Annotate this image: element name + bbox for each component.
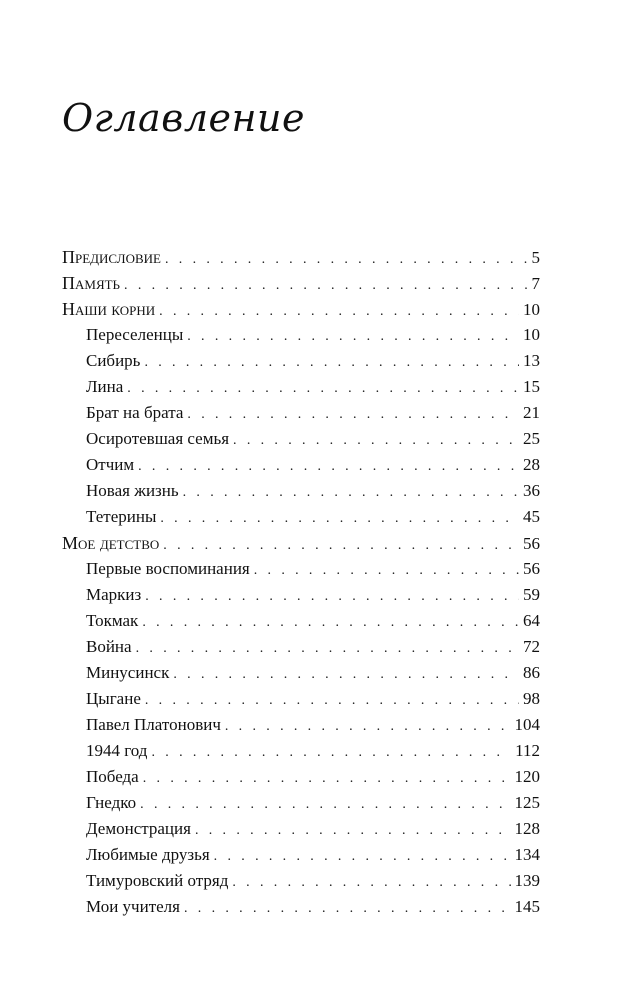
toc-page-number: 120 [514,767,540,786]
toc-entry-title: Война [86,637,132,656]
toc-page-number: 45 [523,507,540,526]
toc-section-entry[interactable] [62,894,540,920]
dot-leader [140,792,510,818]
toc-page-number: 7 [531,274,540,293]
toc-section-entry[interactable] [62,556,540,582]
toc-entry-title: Мое детство [62,533,160,553]
toc-section-entry[interactable] [62,764,540,790]
dot-leader [225,714,511,740]
toc-entry-title: Первые воспоминания [86,559,250,578]
dot-leader [138,454,519,480]
toc-page-number: 104 [514,715,540,734]
toc-page-number: 28 [523,455,540,474]
dot-leader [124,273,527,299]
toc-entry-title: Демонстрация [86,819,191,838]
toc-entry-title: 1944 год [86,741,148,760]
toc-entry-title: Тетерины [86,507,157,526]
dot-leader [214,844,511,870]
toc-chapter-entry[interactable] [62,296,540,322]
dot-leader [136,636,519,662]
toc-page-number: 10 [523,325,540,344]
toc-entry-title: Новая жизнь [86,481,179,500]
dot-leader [254,558,519,584]
dot-leader [165,247,528,273]
dot-leader [159,299,519,325]
toc-entry-title: Переселенцы [86,325,184,344]
toc-entry-title: Мои учителя [86,897,180,916]
toc-page-number: 21 [523,403,540,422]
toc-section-entry[interactable] [62,842,540,868]
toc-entry-title: Предисловие [62,247,161,267]
toc-section-entry[interactable] [62,608,540,634]
toc-page-number: 72 [523,637,540,656]
toc-page-number: 15 [523,377,540,396]
toc-page-number: 10 [523,300,540,319]
toc-section-entry[interactable] [62,660,540,686]
toc-page-number: 13 [523,351,540,370]
toc-page-number: 112 [515,741,540,760]
toc-page-number: 36 [523,481,540,500]
toc-section-entry[interactable] [62,426,540,452]
toc-entry-title: Память [62,273,121,293]
toc-section-entry[interactable] [62,582,540,608]
toc-page-number: 59 [523,585,540,604]
toc-page-number: 125 [514,793,540,812]
toc-section-entry[interactable] [62,868,540,894]
toc-section-entry[interactable] [62,634,540,660]
toc-entry-title: Осиротевшая семья [86,429,230,448]
dot-leader [143,766,511,792]
toc-page-number: 128 [514,819,540,838]
toc-entry-title: Сибирь [86,351,141,370]
toc-section-entry[interactable] [62,374,540,400]
toc-page-number: 145 [514,897,540,916]
toc-entry-title: Отчим [86,455,135,474]
toc-entry-title: Любимые друзья [86,845,210,864]
toc-section-entry[interactable] [62,322,540,348]
dot-leader [145,688,519,714]
toc-section-entry[interactable] [62,712,540,738]
table-of-contents [62,244,540,920]
toc-entry-title: Победа [86,767,139,786]
toc-section-entry[interactable] [62,478,540,504]
toc-entry-title: Павел Платонович [86,715,221,734]
toc-page-number: 139 [514,871,540,890]
toc-entry-title: Маркиз [86,585,142,604]
toc-page-number: 86 [523,663,540,682]
toc-chapter-entry[interactable] [62,244,540,270]
toc-entry-title: Токмак [86,611,139,630]
dot-leader [173,662,519,688]
toc-entry-title: Брат на брата [86,403,184,422]
toc-entry-title: Минусинск [86,663,170,682]
toc-section-entry[interactable] [62,790,540,816]
toc-entry-title: Наши корни [62,299,156,319]
toc-section-entry[interactable] [62,400,540,426]
toc-section-entry[interactable] [62,816,540,842]
dot-leader [187,324,519,350]
dot-leader [127,376,519,402]
dot-leader [195,818,511,844]
toc-entry-title: Лина [86,377,124,396]
toc-page-number: 98 [523,689,540,708]
toc-page-number: 56 [523,534,540,553]
dot-leader [233,428,519,454]
toc-chapter-entry[interactable] [62,270,540,296]
toc-section-entry[interactable] [62,348,540,374]
toc-section-entry[interactable] [62,452,540,478]
toc-page-number: 134 [514,845,540,864]
dot-leader [144,350,519,376]
dot-leader [232,870,510,896]
toc-page-number: 5 [531,248,540,267]
toc-section-entry[interactable] [62,504,540,530]
toc-entry-title: Гнедко [86,793,137,812]
page-title: Оглавление [62,96,306,140]
toc-chapter-entry[interactable] [62,530,540,556]
dot-leader [187,402,519,428]
dot-leader [160,506,519,532]
dot-leader [183,480,519,506]
toc-entry-title: Тимуровский отряд [86,871,229,890]
dot-leader [151,740,511,766]
toc-page-number: 56 [523,559,540,578]
toc-entry-title: Цыгане [86,689,141,708]
toc-section-entry[interactable] [62,738,540,764]
dot-leader [142,610,519,636]
dot-leader [184,896,511,922]
dot-leader [145,584,519,610]
toc-page-number: 25 [523,429,540,448]
toc-page-number: 64 [523,611,540,630]
toc-section-entry[interactable] [62,686,540,712]
